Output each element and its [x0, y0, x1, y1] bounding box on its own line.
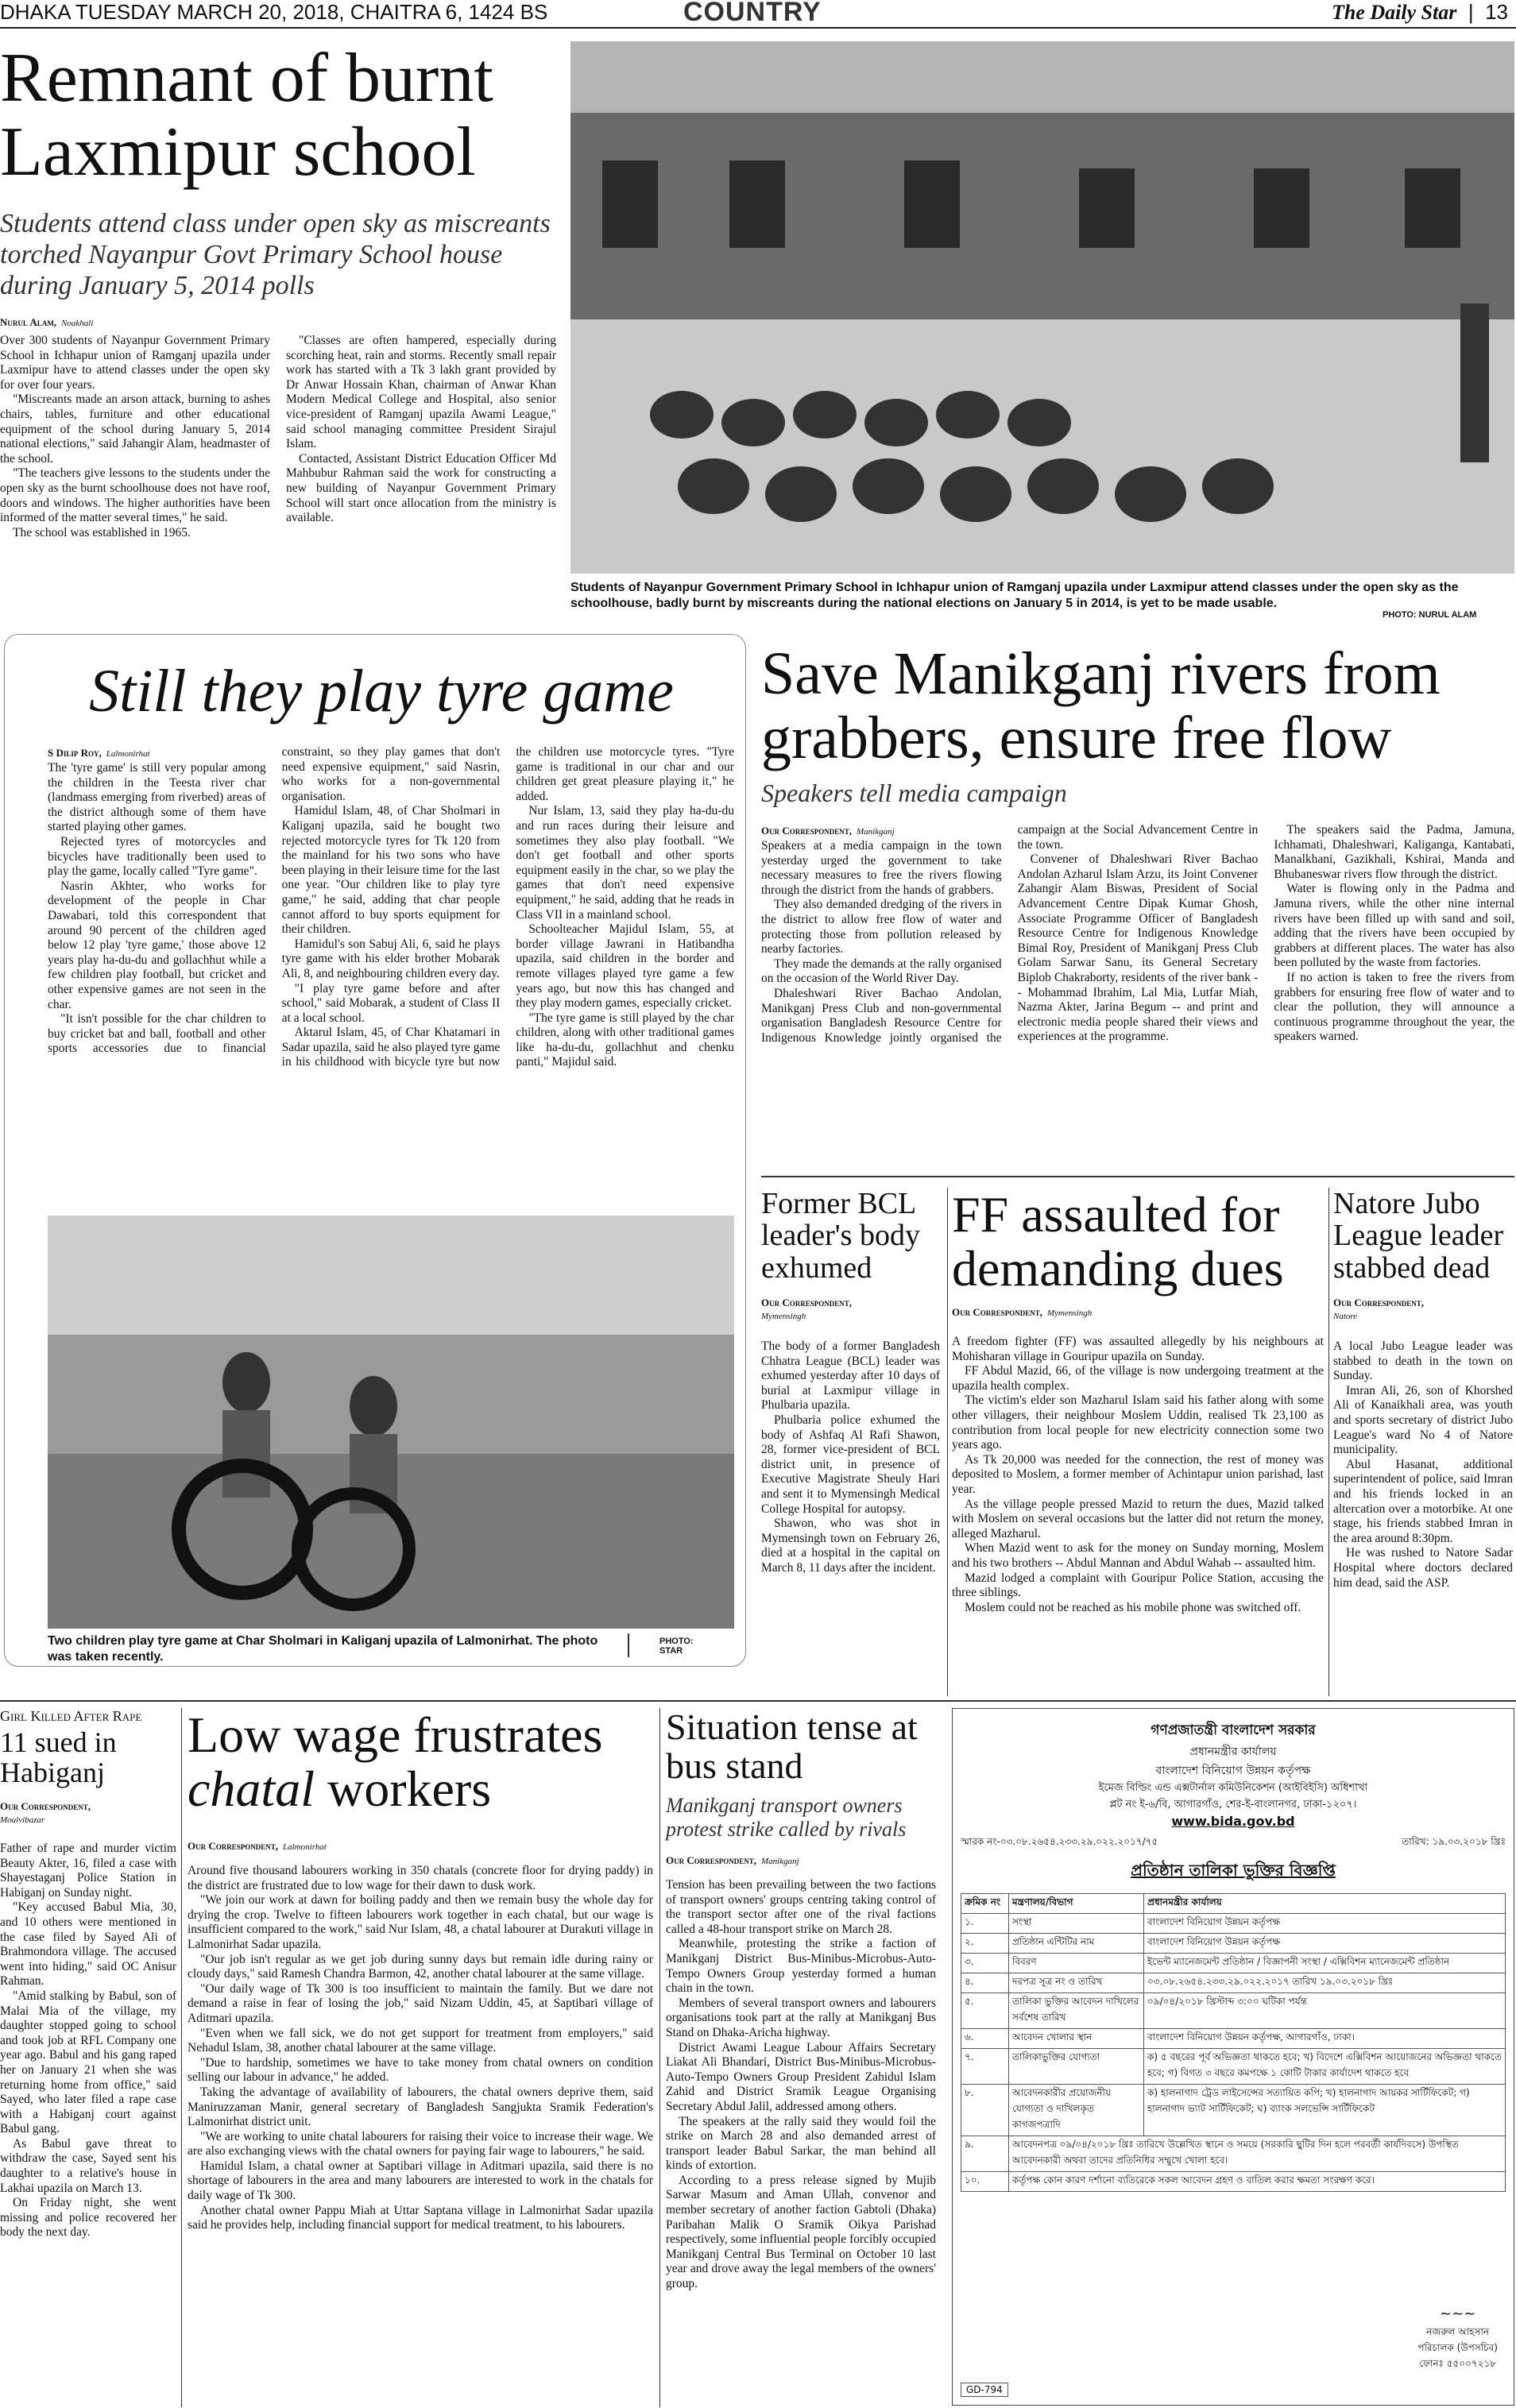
story1-byline: Nurul Alam, Noakhali	[0, 316, 94, 328]
story3-deck: Speakers tell media campaign	[761, 779, 1067, 807]
story7-paragraph: "Key accused Babul Mia, 30, and 10 others were mentioned in the case filed by Sayed Ali of Brahmondora village. The accused went into hiding," said OC Anisur Rahman.	[0, 1900, 176, 1989]
story1-paragraph: "Classes are often hampered, especially during scorching heat, rain and storms. Recently small repair work has started with a Tk 3 lakh grant provided by Dr Anwar Hossain Khan, chairman of Anwar Khan Modern Medical College and Hospital, also senior vice-president of Ramganj upazila Awami League," said school managing committee President Sirajul Islam.	[286, 334, 556, 451]
ad-col-ministry: মন্ত্রণালয়/বিভাগ	[1009, 1894, 1144, 1914]
ad-table-row: ৮. আবেদনকারীর প্রয়োজনীয় যোগ্যতা ও দাখিলকৃত কাগজপত্রাদি ক) হালনাগাদ ট্রেড লাইসেন্সের সত্যায়িত কপি; খ) হালনাগাদ আয়কর সার্টিফিকেট; গ) হালনাগাদ ভ্যাট সার্টিফিকেট; ঘ) ব্যাংক সলভেন্সি সার্টিফিকেট	[961, 2085, 1506, 2136]
story2-paragraph: Aktarul Islam, 45, of Char Khatamari in Sadar upazila, said he also played tyre game in his childhood with bicycle tyre but now the children use motorcycle tyres. "Tyre game is traditional in our char and our children get great pleasure playing it," he added.	[281, 745, 734, 1069]
ad-signature: ~~~ নজরুল আহসান পরিচালক (উপসচিব) ফোনঃ ৫৫০০৭২১৮	[1417, 2306, 1498, 2369]
story8-body	[188, 1864, 653, 2406]
story3-paragraph: The speakers said the Padma, Jamuna, Ichhamati, Dhaleshwari, Kaliganga, Kantabati, Manalkhani, Gazikhali, Kshirai, Manda and Bhubaneswar rivers flow through the district.	[1274, 823, 1514, 881]
story2-paragraph: Hamidul's son Sabuj Ali, 6, said he plays tyre game with his elder brother Mobarak Ali, 8, and neighbouring children every day.	[281, 937, 501, 980]
story5-paragraph: Mazid lodged a complaint with Gouripur Police Station, accusing the three siblings.	[952, 1571, 1324, 1600]
story4-paragraph: The body of a former Bangladesh Chhatra League (BCL) leader was exhumed yesterday after 10 days of burial at Laxmipur village in Phulbaria upazila.	[761, 1339, 940, 1413]
story2-headline: Still they play tyre game	[89, 658, 674, 725]
story2-paragraph: Schoolteacher Majidul Islam, 55, at border village Jawrani in Hatibandha upazila, said children in the border and remote villages played tyre game a few years ago, but now this has changed and they play modern games, especially cricket.	[516, 922, 734, 1011]
story6-paragraph: A local Jubo League leader was stabbed to death in the town on Sunday.	[1333, 1339, 1513, 1383]
story5-paragraph: As the village people pressed Mazid to return the dues, Mazid talked with Moslem on several occasions but the latter did not return the money, alleged Mazharul.	[952, 1497, 1324, 1540]
story2-paragraph: "The tyre game is still played by the char children, along with other traditional games like ha-du-du, gollachhut and chenku panti," Majidul said.	[516, 1011, 734, 1069]
story6-paragraph: Imran Ali, 26, son of Khorshed Ali of Kanaikhali area, was youth and sports secretary of district Jubo League's ward No 4 of Natore municipality.	[1333, 1383, 1513, 1457]
story5-byline: Our Correspondent, Mymensingh	[952, 1306, 1093, 1318]
story8-paragraph: Taking the advantage of availability of labourers, the chatal owners deprive them, said Maniruzzaman Manir, general secretary of Bangladesh Sangjukta Sramik Federation's Lalmonirhat district unit.	[188, 2085, 653, 2129]
story8-paragraph: "We join our work at dawn for boiling paddy and then we remain busy the whole day for drying the crop. Twelve to fifteen labourers work together in each chatal, but our wage is insufficient compared to the work," said Nur Islam, 48, a chatal labourer at Durakuti village in Lalmonirhat Sadar upazila.	[188, 1893, 653, 1951]
ad-col-serial: ক্রমিক নং	[961, 1894, 1009, 1914]
story4-byline: Our Correspondent, Mymensingh	[761, 1297, 853, 1321]
story1-credit: PHOTO: NURUL ALAM	[1383, 610, 1477, 620]
story7-kicker: Girl Killed After Rape	[0, 1708, 142, 1724]
masthead	[0, 0, 1516, 27]
story8-paragraph: "Our daily wage of Tk 300 is too insufficient to maintain the family. But we dare not demand a raise in fear of losing the job," said Nizam Uddin, 45, at Saptibari village of Aditmari upazila.	[188, 1981, 653, 2025]
ad-table-row: ১০. কর্তৃপক্ষ কোন কারণ দর্শানো ব্যতিরেকে সকল আবেদন গ্রহণ ও বাতিল করার ক্ষমতা সংরক্ষণ করে।	[961, 2172, 1506, 2192]
story9-deck: Manikganj transport owners protest strike called by rivals	[666, 1794, 907, 1841]
story9-paragraph: District Awami League Labour Affairs Secretary Liakat Ali Bhandari, District Bus-Minibus-Microbus-Auto-Tempo Owners Group President Zahidul Islam Zahid and District Sramik League Organising Secretary Abdul Jalil, addressed among others.	[666, 2040, 936, 2113]
story7-paragraph: As Babul gave threat to withdraw the case, Sayed sent his daughter to a relative's house in Lakhai upazila on March 13.	[0, 2136, 176, 2195]
story4-paragraph: Shawon, who was shot in Mymensingh town on February 26, died at a hospital in the capital on March 8, 11 days after the incident.	[761, 1517, 940, 1575]
classroom-photo	[570, 41, 1514, 574]
story2-photo	[48, 1216, 734, 1629]
story3-headline: Save Manikganj rivers from grabbers, ensure free flow	[761, 640, 1441, 771]
story6-paragraph: Abul Hasanat, additional superintendent of police, said Imran and his friends locked in an altercation over a motorbike. At one stage, his friends stabbed Imran in the area around 8:30pm.	[1333, 1457, 1513, 1545]
story6-body	[1333, 1339, 1513, 1689]
story2-body	[48, 745, 734, 1214]
story1-photo	[570, 41, 1514, 574]
story9-paragraph: Meanwhile, protesting the strike a faction of Manikganj District Bus-Minibus-Microbus-Auto-Tempo Owners Group yesterday formed a human chain in the town.	[666, 1937, 936, 1996]
ad-table-row: ৯. আবেদনপত্র ০৯/০৪/২০১৮ খ্রিঃ তারিখে উল্লেখিত স্থানে ও সময়ে (সরকারি ছুটির দিন হলে পরবর্তী কার্যদিবসে) উপস্থিত আবেদনকারী অথবা তাদের প্রতিনিধির সম্মুখে খোলা হবে।	[961, 2136, 1506, 2172]
masthead-paper: The Daily Star | 13	[1331, 0, 1508, 24]
story1-paragraph: The school was established in 1965.	[13, 525, 191, 539]
story5-paragraph: The victim's elder son Mazharul Islam said his father along with some other villagers, their neighbour Moslem Uddin, realised Tk 23,100 as contribution from local people for new electricity connection some two years ago.	[952, 1393, 1324, 1452]
story7-headline: 11 sued in Habiganj	[0, 1726, 117, 1789]
story3-paragraph: They also demanded dredging of the rivers in the district to allow free flow of water and protecting those from pollution released by nearby factories.	[761, 898, 1002, 957]
story8-byline: Our Correspondent, Lalmonirhat	[188, 1840, 327, 1852]
ad-table-row: ১. সংস্থা বাংলাদেশ বিনিয়োগ উন্নয়ন কর্তৃপক্ষ	[961, 1914, 1506, 1934]
tyre-game-photo	[48, 1216, 734, 1629]
story7-paragraph: Father of rape and murder victim Beauty Akter, 16, filed a case with Shayestaganj Police Station in Habiganj on Sunday night.	[0, 1842, 176, 1900]
story9-body	[666, 1878, 936, 2406]
story3-paragraph: If no action is taken to free the rivers from grabbers for ensuring free flow of water and to clear the pollution, they will announce a continuous programme throughout the year, the speakers warned.	[1274, 970, 1514, 1044]
story5-body	[952, 1335, 1324, 1692]
story5-headline: FF assaulted for demanding dues	[952, 1186, 1284, 1297]
story1-paragraph: Contacted, Assistant District Education Officer Md Mahbubur Rahman said the work for constructing a new building of Nayanpur Government Primary School will start once allocation from the ministry is available.	[286, 451, 556, 525]
story4-headline: Former BCL leader's body exhumed	[761, 1187, 920, 1285]
page-number: 13	[1485, 0, 1508, 24]
masthead-section: COUNTRY	[683, 0, 822, 27]
story2-paragraph: "I play tyre game before and after school," said Mobarak, a student of Class II at a local school.	[281, 981, 501, 1025]
story2-caption: Two children play tyre game at Char Sholmari in Kaliganj upazila of Lalmonirhat. The photo was taken recently.	[48, 1634, 598, 1664]
story9-byline: Our Correspondent, Manikganj	[666, 1854, 799, 1866]
ad-table-row: ৭. তালিকাভুক্তির যোগ্যতা ক) ৫ বছরের পূর্ব অভিজ্ঞতা থাকতে হবে; খ) বিদেশে এক্সিবিশন আয়োজনের অভিজ্ঞতা থাকতে হবে; গ) বিগত ৩ বছরে কমপক্ষে ১ কোটি টাকার কার্যাদেশ থাকতে হবে	[961, 2049, 1506, 2085]
story2-paragraph: Rejected tyres of motorcycles and bicycles have traditionally been used to play the game, locally called "Tyre game".	[48, 834, 266, 879]
story3-byline: Our Correspondent, Manikganj	[761, 825, 895, 837]
story1-paragraph: "The teachers give lessons to the students under the open sky as the burnt schoolhouse does not have roof, doors and windows. The higher authorities have been informed of the matter several times," he said.	[0, 466, 270, 525]
story3-paragraph: Speakers at a media campaign in the town yesterday urged the government to take necessary measures to free the rivers flowing through the district from the hands of grabbers.	[761, 839, 1002, 897]
story3-paragraph: Dhaleshwari River Bachao Andolan, Manikganj Press Club and non-governmental organisation Bangladesh Resource Centre for Indigenous Knowledge jointly organised the campaign at the Social Advancement Centre in the town.	[761, 823, 1259, 1045]
story8-headline: Low wage frustrates chatal workers	[188, 1706, 603, 1817]
story4-paragraph: Phulbaria police exhumed the body of Ashfaq Al Rafi Shawon, 28, former vice-president of BCL district unit, in presence of Executive Magistrate Sheuly Hari and sent it to Mymensingh Medical College Hospital for autopsy.	[761, 1413, 940, 1516]
story8-paragraph: "Even when we fall sick, we do not get support for treatment from employers," said Nehadul Islam, 38, another chatal labourer at the same village.	[188, 2026, 653, 2055]
story1-deck: Students attend class under open sky as miscreants torched Nayanpur Govt Primary School house during January 5, 2014 polls	[0, 209, 551, 301]
ad-memo: স্মারক নং-০৩.০৮.২৬৫৪.২৩৩.২৯.০২২.২০১৭/৭৫	[961, 1836, 1158, 1847]
story8-paragraph: "We are working to unite chatal labourers for raising their voice to increase their wage. We are also exchanging views with the chatal owners for paying fair wage to labourers," he said.	[188, 2129, 653, 2159]
ad-office: প্রধানমন্ত্রীর কার্যালয়	[1189, 1745, 1277, 1758]
story1-caption: Students of Nayanpur Government Primary School in Ichhapur union of Ramganj upazila under Laxmipur attend classes under the open sky as the schoolhouse, badly burnt by miscreants during the national elections on January 5 in 2014, is yet to be made usable.	[570, 581, 1459, 610]
story2-paragraph: Hamidul Islam, 48, of Char Sholmari in Kaliganj upazila, said he bought two rejected motorcycle tyres for Tk 120 from the mainland for his two sons who have been playing in their leisure time for the last one year. "Our children like to play tyre game," he said, adding that char people cannot afford to buy sports equipment for their children.	[281, 804, 501, 937]
ad-code: GD-794	[961, 2383, 1008, 2397]
story5-paragraph: As Tk 20,000 was needed for the connection, the rest of money was deposited to Moslem, a former member of Achintapur union parishad, last year.	[952, 1452, 1324, 1496]
story7-paragraph: On Friday night, she went missing and police recovered her body the next day.	[0, 2196, 176, 2240]
ad-website-link[interactable]: www.bida.gov.bd	[1171, 1814, 1295, 1829]
story9-paragraph: According to a press release signed by Mujib Sarwar Masum and Aman Ullah, convenor and member secretary of another faction Gabtoli (Dhaka) Paribahan Malik O Sramik Oikya Parishad respectively, some influential people forcibly occupied Manikganj Central Bus Terminal on October 10 last year and drove away the legal members of the owners' group.	[666, 2173, 936, 2291]
story2-paragraph: "It isn't possible for the char children to buy cricket bat and ball, football and other sports accessories due to financial constraint, so they play games that don't need expensive equipment," said Nasrin, who works for a non-governmental organisation.	[48, 745, 501, 1056]
story4-body	[761, 1339, 940, 1689]
story1-paragraph: Over 300 students of Nayanpur Government Primary School in Ichhapur union of Ramganj upazila under Laxmipur have to attend classes under the open sky for over four years.	[0, 334, 270, 392]
ad-date: তারিখ: ১৯.০৩.২০১৮ খ্রিঃ	[1402, 1836, 1506, 1847]
ad-authority: বাংলাদেশ বিনিয়োগ উন্নয়ন কর্তৃপক্ষ	[1155, 1764, 1311, 1777]
ad-address: প্লট নং ই-৬/বি, আগারগাঁও, শের-ই-বাংলানগর, ঢাকা-১২০৭।	[1109, 1799, 1357, 1811]
story1-headline: Remnant of burnt Laxmipur school	[0, 40, 493, 191]
story5-paragraph: When Mazid went to ask for the money on Sunday morning, Moslem and his two brothers -- Abdul Mannan and Abdul Wahab -- assaulted him.	[952, 1541, 1324, 1570]
story1-paragraph: "Miscreants made an arson attack, burning to ashes chairs, tables, furniture and other educational equipment of the school during January 5, 2014 national elections," said Jahangir Alam, headmaster of the school.	[0, 392, 270, 466]
story8-paragraph: Hamidul Islam, a chatal owner at Saptibari village in Aditmari upazila, said there is no shortage of labourers in the area and many labourers are interested to work in the chatals for daily wage of Tk 300.	[188, 2159, 653, 2203]
government-notice-ad	[952, 1708, 1514, 2406]
story3-paragraph: They made the demands at the rally organised on the occasion of the World River Day.	[761, 957, 1002, 986]
story2-byline: S Dilip Roy, Lalmonirhat	[48, 747, 150, 759]
story3-body	[761, 823, 1514, 1157]
story3-paragraph: Convener of Dhaleshwari River Bachao Andolan Azharul Islam Arzu, its Joint Convener Zahangir Alam Biswas, President of Social Advancement Centre Dipak Kumar Ghosh, Associate Programme Officer of Bangladesh Resource Centre for Indigenous Knowledge Bimal Roy, President of Manikganj Press Club Golam Sarwar Sanu, its General Secretary Biplob Chakraborty, residents of the river bank -- Mohammad Ibrahim, Lal Mia, Lutfar Miah, Nazma Akter, Jarina Begum -- and print and electronic media people shared their views and experiences at the programme.	[1017, 852, 1259, 1044]
ad-table-row: ৫. তালিকা ভুক্তির আবেদন দাখিলের সর্বশেষ তারিখ ০৯/০৪/২০১৮ খ্রিস্টাব্দ ৩:০০ ঘটিকা পর্যন্ত	[961, 1993, 1506, 2029]
ad-table	[961, 1893, 1506, 2192]
story5-paragraph: A freedom fighter (FF) was assaulted allegedly by his neighbours at Mohisharan village in Gouripur upazila on Sunday.	[952, 1335, 1324, 1363]
ad-table-row: ৬. আবেদন খোলার স্থান বাংলাদেশ বিনিয়োগ উন্নয়ন কর্তৃপক্ষ, আগারগাঁও, ঢাকা।	[961, 2029, 1506, 2049]
ad-col-office: প্রধানমন্ত্রীর কার্যালয়	[1144, 1894, 1506, 1914]
ad-table-row: ৪. দরপত্র সূত্র নং ও তারিখ ০৩.০৮.২৬৫৪.২৩৩.২৯.০২২.২০১৭ তারিখ ১৯.০৩.২০১৮ খ্রিঃ	[961, 1973, 1506, 1993]
masthead-date: DHAKA TUESDAY MARCH 20, 2018, CHAITRA 6, 1424 BS	[0, 0, 548, 24]
story8-paragraph: "Our job isn't regular as we get job during sunny days but remain idle during rainy or cloudy days," said Ramesh Chandra Barmon, 42, another chatal labourer at the same village.	[188, 1952, 653, 1981]
story2-paragraph: The 'tyre game' is still very popular among the children in the Teesta river char (landmass emerging from riverbed) areas of the district although some of them have started playing other games.	[48, 761, 266, 834]
story2-paragraph: Nur Islam, 13, said they play ha-du-du and run races during their leisure and sometimes they also play football. "We don't get football and other sports equipment easily in the char, so we play the games that don't need expensive equipment," he said, adding that he reads in Class VII in a mainland school.	[516, 804, 734, 922]
story9-paragraph: Tension has been prevailing between the two factions of transport owners' groups centring taking control of the transport sector after one of the rival factions called a 48-hour transport strike on March 28.	[666, 1878, 936, 1936]
story7-paragraph: "Amid stalking by Babul, son of Malai Mia of the village, my daughter stopped going to school and took job at RFL Company one year ago. Babul and his gang raped her on January 21 when she was returning home from office," said Sayed, who later filed a rape case with a Habiganj court against Babul gang.	[0, 1989, 176, 2136]
story1-body	[0, 334, 556, 620]
ad-notice-title: প্রতিষ্ঠান তালিকা ভুক্তির বিজ্ঞপ্তি	[1131, 1861, 1336, 1880]
story8-paragraph: "Due to hardship, sometimes we have to take money from chatal owners on condition selling our labour in advance," he added.	[188, 2055, 653, 2085]
ad-table-row: ৩. বিবরণ ইভেন্ট ম্যানেজমেন্ট প্রতিষ্ঠান / বিজ্ঞাপনী সংস্থা / এক্সিবিশন ম্যানেজমেন্ট প্রতিষ্ঠান	[961, 1954, 1506, 1973]
story5-paragraph: FF Abdul Mazid, 66, of the village is now undergoing treatment at the upazila health complex.	[952, 1364, 1324, 1393]
story6-headline: Natore Jubo League leader stabbed dead	[1333, 1187, 1504, 1285]
ad-govt-title: গণপ্রজাতন্ত্রী বাংলাদেশ সরকার	[1151, 1722, 1316, 1738]
story3-paragraph: Water is flowing only in the Padma and Jamuna rivers, while the other nine internal rivers have been filled up with sand and soil, adding that the rivers have been occupied by grabbers at different places. The water has also been polluted by the waste from factories.	[1274, 882, 1514, 970]
ad-table-row: ২. প্রতিষ্ঠান এন্টিটির নাম বাংলাদেশ বিনিয়োগ উন্নয়ন কর্তৃপক্ষ	[961, 1934, 1506, 1954]
story2-paragraph: Nasrin Akhter, who works for development of the people in Char Dawabari, told this correspondent that around 90 percent of the children aged below 12 play 'tyre game,' those above 12 years play ha-du-du and gollachhut while a few children play football, but cricket and other expensive games are not seen in the char.	[48, 879, 266, 1011]
story7-byline: Our Correspondent, Moulvibazar	[0, 1800, 91, 1825]
story7-body	[0, 1842, 176, 2406]
story2-credit: PHOTO: STAR	[659, 1637, 694, 1656]
story6-paragraph: He was rushed to Natore Sadar Hospital where doctors declared him dead, said the ASP.	[1333, 1546, 1513, 1590]
story5-paragraph: Moslem could not be reached as his mobile phone was switched off.	[965, 1600, 1301, 1614]
story9-paragraph: The speakers at the rally said they would foil the strike on March 28 and also demanded arrest of transport leader Babul Sarkar, the man behind all kinds of extortion.	[666, 2114, 936, 2173]
story8-paragraph: Around five thousand labourers working in 350 chatals (concrete floor for drying paddy) in the district are frustrated due to low wage for their dawn to dusk work.	[188, 1864, 653, 1892]
story8-paragraph: Another chatal owner Pappu Miah at Uttar Saptana village in Lalmonirhat Sadar upazila said he provides help, including financial support for medical treatment, to his labourers.	[188, 2203, 653, 2232]
story9-headline: Situation tense at bus stand	[666, 1706, 918, 1786]
story9-paragraph: Members of several transport owners and labourers organisations took part at the rally at Manikganj Bus Stand on Dhaka-Aricha highway.	[666, 1996, 936, 2039]
ad-wing: ইমেজ বিল্ডিং এন্ড এক্সটার্নাল কমিউনিকেশন (আইবিইসি) অধিশাখা	[1098, 1782, 1368, 1794]
story6-byline: Our Correspondent, Natore	[1333, 1297, 1425, 1321]
